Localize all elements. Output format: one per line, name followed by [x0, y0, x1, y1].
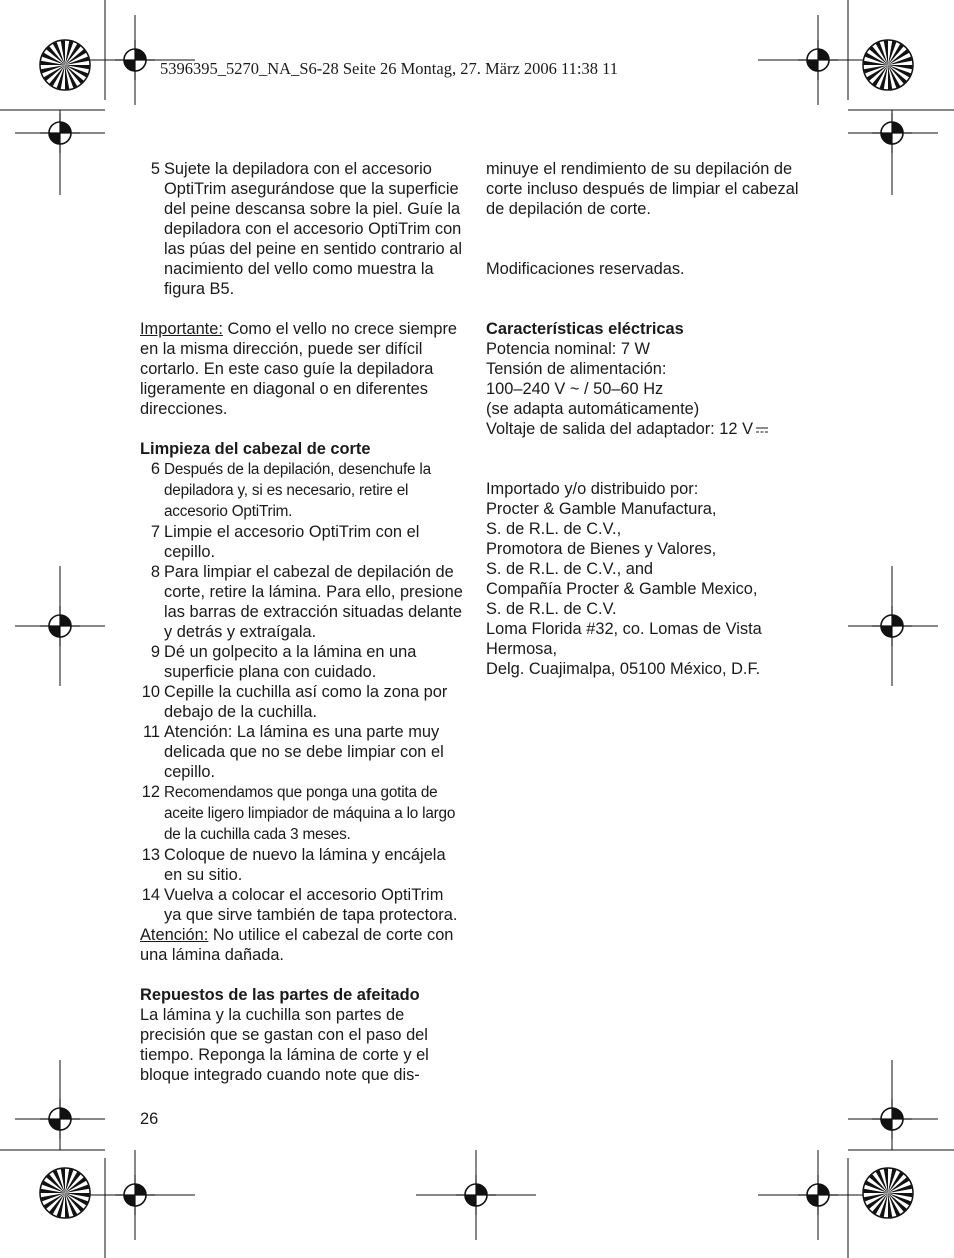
important-note	[140, 319, 465, 419]
step-number: 13	[141, 846, 160, 864]
modifications-note: Modificaciones reservadas.	[486, 260, 685, 278]
starburst-mark-icon	[863, 40, 913, 90]
step-8	[140, 562, 465, 642]
step-text: Atención: La lámina es una parte muy delicada que no se debe limpiar con el cepillo.	[164, 723, 444, 781]
step-number: 5	[150, 160, 160, 178]
step-10	[140, 682, 465, 722]
importer-line: Importado y/o distribuido por:	[486, 480, 699, 498]
importer-line: Procter & Gamble Manufactura,	[486, 500, 717, 518]
step-text: Recomendamos que ponga una gotita de aceite ligero limpiador de máquina a lo largo de la cuchilla cada 3 meses.	[164, 784, 456, 843]
importer-line: S. de R.L. de C.V.,	[486, 520, 622, 538]
importer-line: Compañía Procter & Gamble Mexico,	[486, 580, 758, 598]
step-11	[140, 722, 465, 782]
starburst-mark-icon	[863, 1168, 913, 1218]
step-text: Sujete la depiladora con el accesorio OptiTrim asegurándose que la superficie del peine descansa sobre la piel. Guíe la depiladora con el accesorio OptiTrim con las púas del peine en sentido contrario al nacimiento del vello como muestra la figura B5.	[164, 160, 462, 298]
important-label: Importante:	[140, 320, 223, 338]
electrical-heading: Características eléctricas	[486, 320, 684, 338]
step-text: Limpie el accesorio OptiTrim con el cepillo.	[164, 523, 420, 561]
cleaning-heading: Limpieza del cabezal de corte	[140, 440, 371, 458]
starburst-mark-icon	[40, 40, 90, 90]
step-14	[140, 885, 465, 925]
print-header: 5396395_5270_NA_S6-28 Seite 26 Montag, 27. März 2006 11:38 11	[160, 59, 618, 78]
starburst-mark-icon	[40, 1168, 90, 1218]
step-number: 9	[150, 643, 160, 661]
continued-text: minuye el rendimiento de su depilación de corte incluso después de limpiar el cabezal de depilación de corte.	[486, 160, 799, 218]
step-7	[140, 522, 465, 562]
important-text: Como el vello no crece siempre en la misma dirección, puede ser difícil cortarlo. En este caso guíe la depiladora ligeramente en diagonal o en diferentes direcciones.	[140, 320, 458, 418]
step-number: 7	[150, 523, 160, 541]
step-number: 10	[141, 683, 160, 701]
right-column	[486, 159, 806, 679]
importer-line: Loma Florida #32, co. Lomas de Vista	[486, 620, 762, 638]
step-9	[140, 642, 465, 682]
output-voltage: Voltaje de salida del adaptador: 12 V	[486, 420, 754, 438]
attention-note	[140, 925, 465, 965]
electrical-line: Tensión de alimentación:	[486, 360, 667, 378]
step-number: 12	[141, 783, 160, 801]
step-text: Vuelva a colocar el accesorio OptiTrim ya que sirve también de tapa protectora.	[164, 886, 458, 924]
importer-line: Promotora de Bienes y Valores,	[486, 540, 717, 558]
electrical-line-output	[486, 419, 806, 439]
attention-label: Atención:	[140, 926, 209, 944]
importer-line: Delg. Cuajimalpa, 05100 México, D.F.	[486, 660, 761, 678]
step-number: 6	[150, 460, 160, 478]
importer-line: Hermosa,	[486, 640, 558, 658]
step-text: Cepille la cuchilla así como la zona por debajo de la cuchilla.	[164, 683, 448, 721]
step-6	[140, 459, 465, 522]
dc-symbol-icon	[755, 426, 769, 434]
electrical-line: 100–240 V ~ / 50–60 Hz	[486, 380, 664, 398]
step-number: 11	[142, 723, 160, 741]
electrical-line: Potencia nominal: 7 W	[486, 340, 650, 358]
step-text: Coloque de nuevo la lámina y encájela en su sitio.	[164, 846, 446, 884]
parts-text: La lámina y la cuchilla son partes de precisión que se gastan con el paso del tiempo. Reponga la lámina de corte y el bloque integrado cuando note que dis-	[140, 1006, 429, 1084]
step-text: Dé un golpecito a la lámina en una superficie plana con cuidado.	[164, 643, 417, 681]
step-12	[140, 782, 465, 845]
importer-line: S. de R.L. de C.V., and	[486, 560, 654, 578]
importer-line: S. de R.L. de C.V.	[486, 600, 617, 618]
attention-text: No utilice el cabezal de corte con una lámina dañada.	[140, 926, 454, 964]
electrical-line: (se adapta automáticamente)	[486, 400, 700, 418]
step-13	[140, 845, 465, 885]
step-text: Para limpiar el cabezal de depilación de corte, retire la lámina. Para ello, presione las barras de extracción situadas delante y detrás y extraígala.	[164, 563, 463, 641]
step-number: 8	[150, 563, 160, 581]
step-text: Después de la depilación, desenchufe la depiladora y, si es necesario, retire el accesorio OptiTrim.	[164, 461, 431, 520]
page-number: 26	[140, 1110, 159, 1128]
step-5	[140, 159, 465, 299]
left-column	[140, 159, 465, 1085]
parts-heading: Repuestos de las partes de afeitado	[140, 986, 420, 1004]
step-number: 14	[141, 886, 160, 904]
